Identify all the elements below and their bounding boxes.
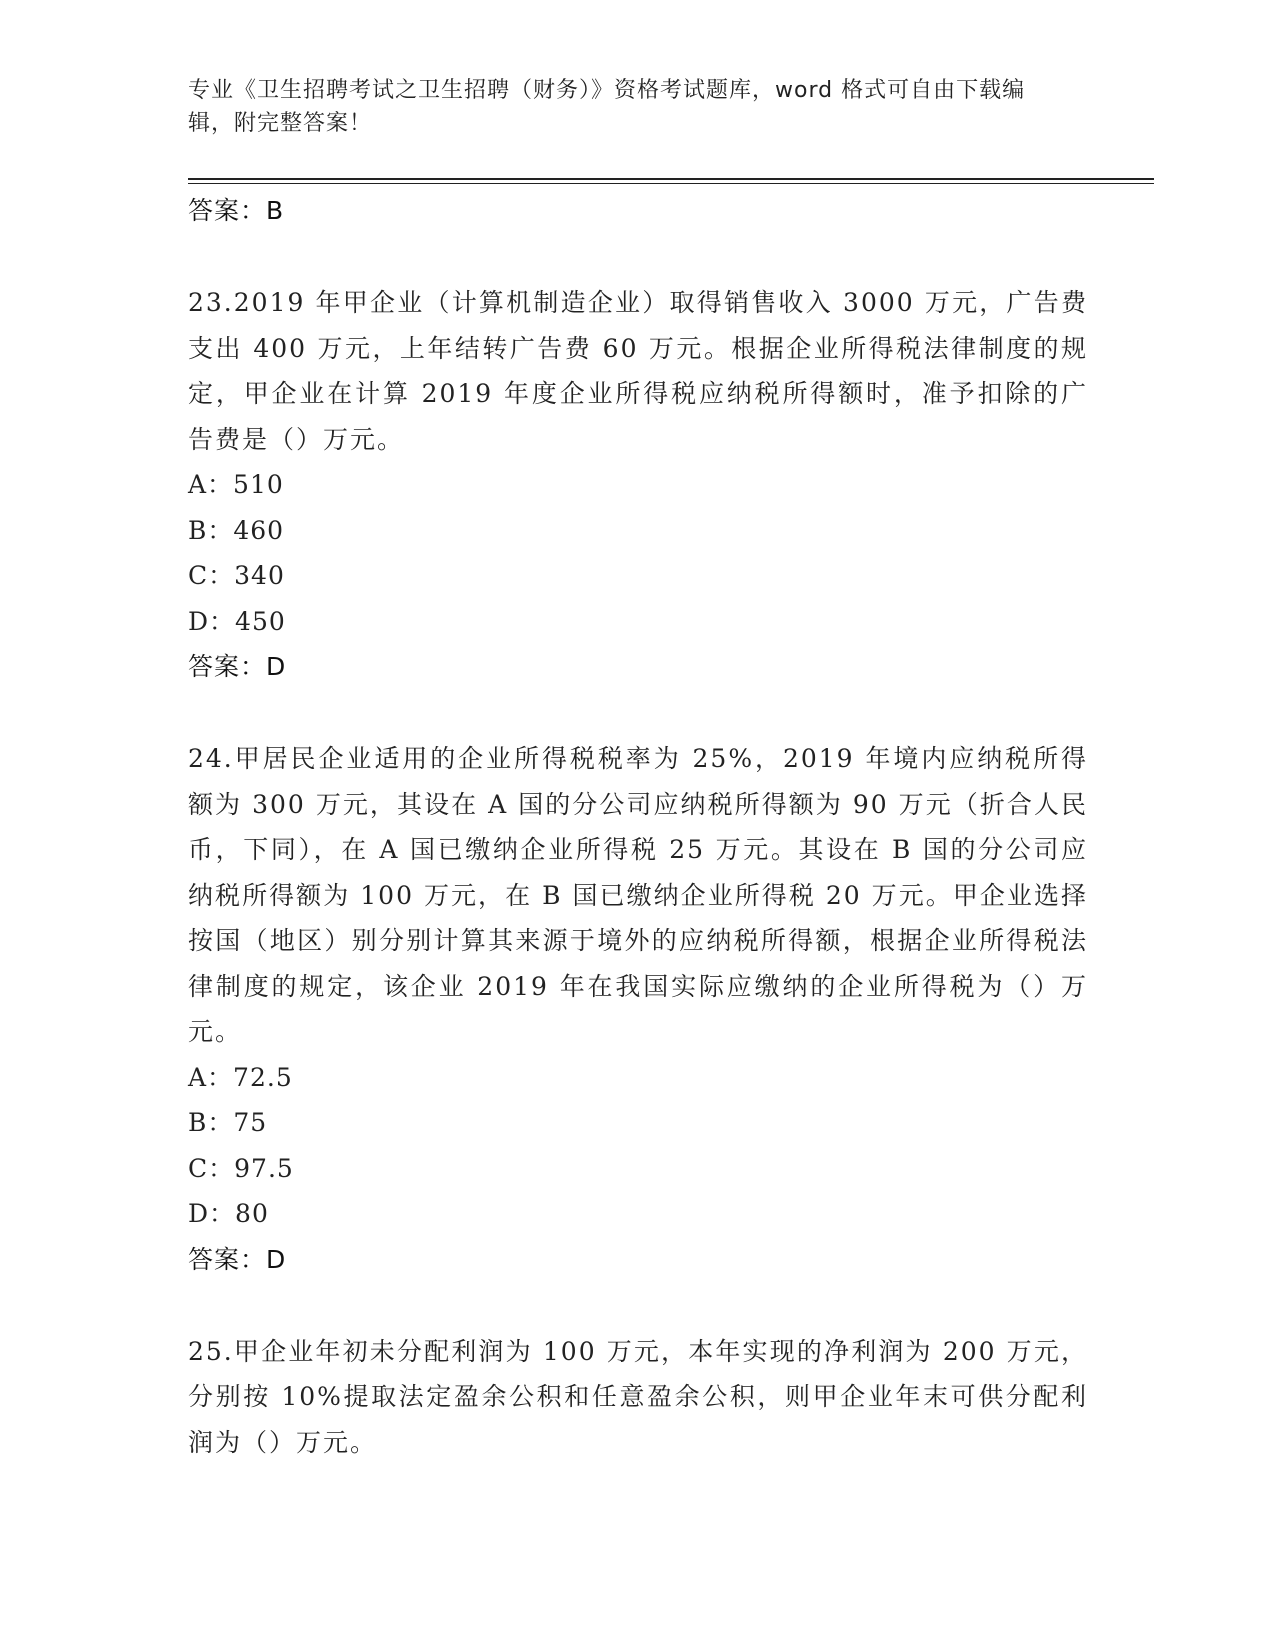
spacer [188,234,1088,280]
page-header [188,74,1068,140]
answer-24: 答案：D [188,1244,287,1274]
option-a: A：72.5 [188,1062,293,1092]
option-d: D：450 [188,606,286,636]
answer-22: 答案：B [188,196,285,225]
question-24 [188,736,1088,1283]
question-25 [188,1329,1088,1466]
question-text: 24.甲居民企业适用的企业所得税税率为 25%，2019 年境内应纳税所得额为 300 万元，其设在 A 国的分公司应纳税所得额为 90 万元（折合人民币，下同），在 A 国已缴纳企业所得税 25 万元。其设在 B 国的分公司应纳税所得额为 100 万元，在 B 国已缴纳企业所得税 20 万元。甲企业选择按国（地区）别分别计算其来源于境外的应纳税所得额，根据企业所得税法律制度的规定，该企业 2019 年在我国实际应缴纳的企业所得税为（）万元。 [188,744,1088,1046]
question-text: 25.甲企业年初未分配利润为 100 万元，本年实现的净利润为 200 万元，分别按 10%提取法定盈余公积和任意盈余公积，则甲企业年末可供分配利润为（）万元。 [188,1336,1088,1457]
spacer [188,690,1088,736]
option-a: A：510 [188,470,284,499]
answer-23: 答案：D [188,652,287,681]
option-c: C：340 [188,561,285,590]
header-divider-thin [188,183,1154,184]
option-c: C：97.5 [188,1153,294,1183]
spacer [188,1283,1088,1329]
option-d: D：80 [188,1199,269,1228]
option-b: B：75 [188,1108,268,1137]
header-divider-thick [188,178,1154,180]
question-text: 23.2019 年甲企业（计算机制造企业）取得销售收入 3000 万元，广告费支出 400 万元，上年结转广告费 60 万元。根据企业所得税法律制度的规定，甲企业在计算 2019 年度企业所得税应纳税所得额时，准予扣除的广告费是（）万元。 [188,288,1088,454]
header-text: 专业《卫生招聘考试之卫生招聘（财务）》资格考试题库，word 格式可自由下载编辑，附完整答案！ [188,78,1026,136]
question-23 [188,280,1088,690]
option-b: B：460 [188,515,285,545]
document-body [188,188,1088,1465]
